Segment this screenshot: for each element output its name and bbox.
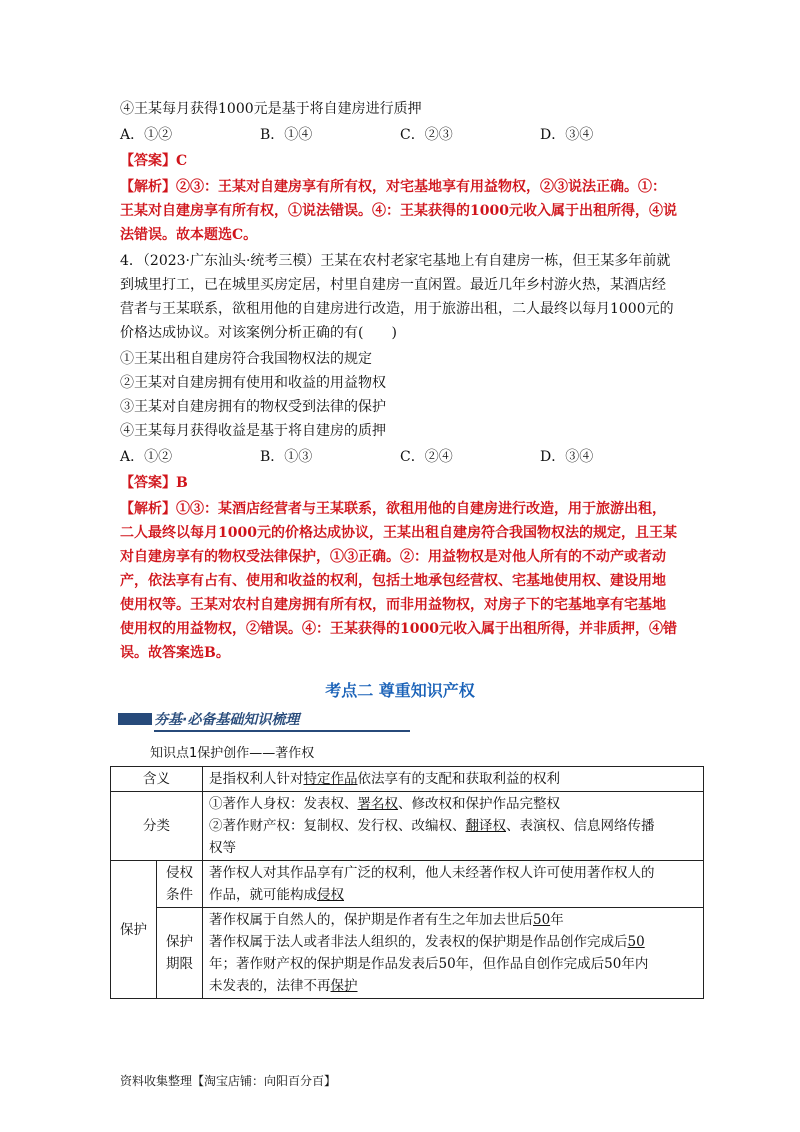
- q4-analysis-line: 对自建房享有的物权受法律保护，①③正确。②：用益物权是对他人所有的不动产或者动: [120, 549, 666, 565]
- q4-analysis-line: 使用权等。王某对农村自建房拥有所有权，而非用益物权，对房子下的宅基地享有宅基地: [120, 597, 666, 613]
- q4-stem-line: 营者与王某联系，欲租用他的自建房进行改造，用于旅游出租，二人最终以每月1000元的: [120, 301, 674, 317]
- q3-item-4: ④王某每月获得1000元是基于将自建房进行质押: [120, 101, 422, 117]
- q3-option-d: D．③④: [540, 127, 594, 143]
- q4-item-1: ①王某出租自建房符合我国物权法的规定: [120, 351, 372, 367]
- knowledge-point-title: 知识点1保护创作——著作权: [150, 746, 315, 761]
- infringe-content: 著作权人对其作品享有广泛的权利，他人未经著作权人许可使用著作权人的 作品，就可能构成侵权: [203, 861, 704, 908]
- table-row: [111, 792, 704, 861]
- category-label: 分类: [111, 792, 203, 861]
- q4-item-2: ②王某对自建房拥有使用和收益的用益物权: [120, 375, 386, 391]
- q4-analysis-line: 使用权的用益物权，②错误。④：王某获得的1000元收入属于出租所得，并非质押，④错: [120, 621, 677, 637]
- q4-option-d: D．③④: [540, 449, 594, 465]
- table-row: [111, 861, 704, 908]
- q4-answer: 【答案】B: [120, 475, 188, 491]
- period-label: 保护 期限: [157, 908, 203, 999]
- footer-text: 资料收集整理【淘宝店铺：向阳百分百】: [120, 1074, 337, 1088]
- meaning-label: 含义: [111, 767, 203, 792]
- q4-stem-line: 4．（2023·广东汕头·统考三模）王某在农村老家宅基地上有自建房一栋，但王某多年前就: [120, 253, 671, 269]
- q4-analysis-line: 误。故答案选B。: [120, 645, 230, 661]
- q3-option-b: B．①④: [260, 127, 313, 143]
- q4-option-b: B．①③: [260, 449, 313, 465]
- q3-analysis-line: 【解析】②③：王某对自建房享有所有权，对宅基地享有用益物权，②③说法正确。①：: [120, 179, 666, 195]
- q4-item-3: ③王某对自建房拥有的物权受到法律的保护: [120, 399, 386, 415]
- infringe-label: 侵权 条件: [157, 861, 203, 908]
- protect-label: 保护: [111, 861, 157, 999]
- section-title: 考点二 尊重知识产权: [325, 681, 475, 700]
- q3-answer: 【答案】C: [120, 153, 188, 169]
- banner-text: 夯基·必备基础知识梳理: [154, 712, 300, 728]
- q4-option-a: A．①②: [120, 449, 173, 465]
- meaning-content: 是指权利人针对特定作品依法享有的支配和获取利益的权利: [203, 767, 704, 792]
- q4-analysis-line: 【解析】①③：某酒店经营者与王某联系，欲租用他的自建房进行改造，用于旅游出租，: [120, 501, 666, 517]
- q4-analysis-line: 二人最终以每月1000元的价格达成协议，王某出租自建房符合我国物权法的规定，且王某: [120, 525, 677, 541]
- q3-option-a: A．①②: [120, 127, 173, 143]
- q4-option-c: C．②④: [400, 449, 453, 465]
- table-row: [111, 767, 704, 792]
- banner-underline: [154, 730, 410, 732]
- period-content: 著作权属于自然人的，保护期是作者有生之年加去世后50年 著作权属于法人或者非法人组织的，发表权的保护期是作品创作完成后50 年；著作财产权的保护期是作品发表后50年，但作品自创作完成后50年内 未发表的，法律不再保护: [203, 908, 704, 999]
- banner-bar: [118, 713, 152, 725]
- copyright-table: [110, 766, 704, 999]
- q4-item-4: ④王某每月获得收益是基于将自建房的质押: [120, 423, 386, 439]
- category-content: ①著作人身权：发表权、署名权、修改权和保护作品完整权 ②著作财产权：复制权、发行权、改编权、翻译权、表演权、信息网络传播 权等: [203, 792, 704, 861]
- q3-analysis-line: 法错误。故本题选C。: [120, 227, 258, 243]
- q4-stem-line: 价格达成协议。对该案例分析正确的有( ): [120, 325, 397, 341]
- q4-analysis-line: 产，依法享有占有、使用和收益的权利，包括土地承包经营权、宅基地使用权、建设用地: [120, 573, 666, 589]
- q3-analysis-line: 王某对自建房享有所有权，①说法错误。④：王某获得的1000元收入属于出租所得，④说: [120, 203, 677, 219]
- table-row: [111, 908, 704, 999]
- q4-stem-line: 到城里打工，已在城里买房定居，村里自建房一直闲置。最近几年乡村游火热，某酒店经: [120, 277, 666, 293]
- q3-option-c: C．②③: [400, 127, 453, 143]
- section-banner: [118, 707, 408, 733]
